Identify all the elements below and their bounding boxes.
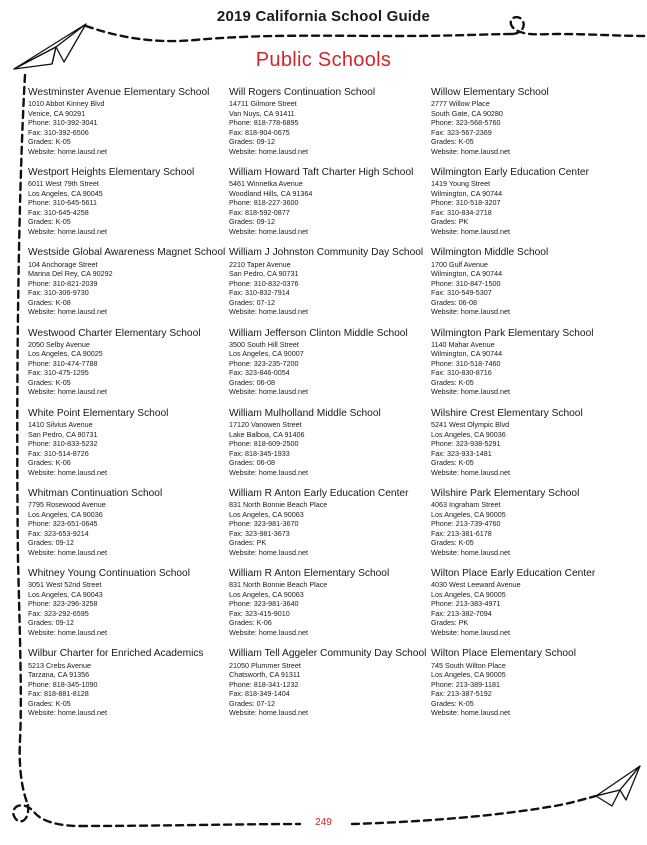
school-name: Wilmington Middle School bbox=[431, 247, 549, 259]
school-detail-line: Los Angeles, CA 90063 bbox=[229, 589, 304, 599]
school-detail-line: 4063 Ingraham Street bbox=[431, 500, 501, 510]
school-name: Will Rogers Continuation School bbox=[229, 87, 376, 98]
school-detail-line: Phone: 213-383-4971 bbox=[431, 599, 501, 609]
school-detail-line: Grades: 06-08 bbox=[229, 377, 275, 387]
school-detail-line: Phone: 323-981-3640 bbox=[229, 599, 299, 609]
school-detail-line: Website: home.lausd.net bbox=[229, 547, 308, 557]
school-entry bbox=[431, 648, 636, 717]
school-detail-line: Fax: 818-904-0675 bbox=[229, 127, 290, 137]
school-detail-line: Fax: 323-846-0054 bbox=[229, 368, 290, 378]
school-name: William Howard Taft Charter High School bbox=[229, 167, 414, 179]
school-detail-line: 2050 Selby Avenue bbox=[28, 339, 90, 349]
school-entry bbox=[229, 488, 427, 557]
school-detail-line: Phone: 818-778-6895 bbox=[229, 118, 299, 128]
school-detail-line: Los Angeles, CA 90036 bbox=[431, 429, 506, 439]
school-detail-line: Phone: 818-345-1090 bbox=[28, 679, 98, 689]
school-detail-line: Fax: 310-475-1295 bbox=[28, 368, 89, 378]
school-entry bbox=[431, 247, 636, 316]
school-detail-line: Los Angeles, CA 90043 bbox=[28, 589, 103, 599]
school-name: Wilton Place Early Education Center bbox=[431, 568, 596, 580]
school-detail-line: 1419 Young Street bbox=[431, 179, 491, 189]
school-name: Westwood Charter Elementary School bbox=[28, 327, 201, 339]
school-detail-line: Website: home.lausd.net bbox=[229, 146, 308, 156]
school-name: Westside Global Awareness Magnet School bbox=[28, 247, 226, 259]
school-detail-line: Website: home.lausd.net bbox=[229, 708, 308, 718]
school-entry bbox=[28, 648, 226, 717]
school-detail-line: Website: home.lausd.net bbox=[229, 467, 308, 477]
school-detail-line: Grades: K-05 bbox=[431, 377, 474, 387]
paper-plane-icon bbox=[596, 766, 640, 806]
school-detail-line: Website: home.lausd.net bbox=[431, 226, 510, 236]
school-detail-line: 5241 West Olympic Blvd bbox=[431, 420, 510, 430]
guide-title: 2019 California School Guide bbox=[216, 8, 431, 25]
school-detail-line: 1140 Mahar Avenue bbox=[431, 339, 495, 349]
school-column-2 bbox=[229, 87, 427, 729]
school-entry bbox=[28, 408, 226, 477]
school-name: Wilbur Charter for Enriched Academics bbox=[28, 648, 204, 660]
school-detail-line: Website: home.lausd.net bbox=[28, 627, 107, 637]
school-detail-line: Website: home.lausd.net bbox=[28, 467, 107, 477]
school-column-3 bbox=[431, 87, 636, 729]
school-entry bbox=[431, 568, 636, 637]
school-detail-line: Grades: 07-12 bbox=[229, 698, 275, 708]
school-entry bbox=[229, 247, 427, 316]
school-detail-line: 17120 Vanowen Street bbox=[229, 420, 302, 430]
school-detail-line: Fax: 310-306-9730 bbox=[28, 288, 89, 298]
school-detail-line: Fax: 310-549-5307 bbox=[431, 288, 492, 298]
school-name: White Point Elementary School bbox=[28, 407, 169, 419]
school-detail-line: Website: home.lausd.net bbox=[431, 467, 510, 477]
school-name: William R Anton Early Education Center bbox=[229, 488, 409, 500]
school-detail-line: Grades: K-06 bbox=[229, 618, 272, 628]
school-detail-line: Grades: 09-12 bbox=[28, 618, 74, 628]
school-detail-line: Phone: 310-821-2039 bbox=[28, 278, 98, 288]
school-detail-line: Los Angeles, CA 90045 bbox=[28, 188, 103, 198]
school-entry bbox=[229, 408, 427, 477]
school-name: William J Johnston Community Day School bbox=[229, 247, 424, 259]
school-detail-line: Grades: 09-12 bbox=[28, 538, 74, 548]
school-detail-line: Website: home.lausd.net bbox=[28, 307, 107, 317]
school-entry bbox=[431, 167, 636, 236]
school-detail-line: Website: home.lausd.net bbox=[28, 708, 107, 718]
school-detail-line: Phone: 310-645-5611 bbox=[28, 198, 98, 208]
school-detail-line: Website: home.lausd.net bbox=[229, 387, 308, 397]
school-detail-line: Grades: K-05 bbox=[431, 538, 474, 548]
school-entry bbox=[431, 328, 636, 397]
school-detail-line: 7795 Rosewood Avenue bbox=[28, 500, 106, 510]
school-detail-line: 4030 West Leeward Avenue bbox=[431, 580, 521, 590]
school-entry bbox=[229, 167, 427, 236]
school-detail-line: 14711 Gilmore Street bbox=[229, 99, 297, 109]
school-detail-line: 745 South Wilton Place bbox=[431, 660, 506, 670]
school-detail-line: Los Angeles, CA 90036 bbox=[28, 509, 103, 519]
school-detail-line: Phone: 323-235-7200 bbox=[229, 358, 299, 368]
school-name: Wilshire Park Elementary School bbox=[431, 488, 580, 500]
school-detail-line: Wilmington, CA 90744 bbox=[431, 269, 503, 279]
school-detail-line: Grades: K-06 bbox=[28, 458, 71, 468]
school-entry bbox=[229, 328, 427, 397]
school-detail-line: Grades: K-05 bbox=[431, 137, 474, 147]
school-detail-line: Website: home.lausd.net bbox=[431, 547, 510, 557]
school-detail-line: Fax: 213-381-6178 bbox=[431, 528, 492, 538]
school-detail-line: Los Angeles, CA 90063 bbox=[229, 509, 304, 519]
school-detail-line: South Gate, CA 90280 bbox=[431, 108, 503, 118]
school-name: William Jefferson Clinton Middle School bbox=[229, 327, 408, 339]
school-detail-line: 3500 South Hill Street bbox=[229, 339, 299, 349]
school-detail-line: Woodland Hills, CA 91364 bbox=[229, 188, 313, 198]
school-detail-line: Website: home.lausd.net bbox=[28, 547, 107, 557]
school-detail-line: 6011 West 79th Street bbox=[28, 179, 99, 189]
school-detail-line: Phone: 323-568-5760 bbox=[431, 118, 501, 128]
school-name: Wilmington Park Elementary School bbox=[431, 327, 594, 339]
school-detail-line: Phone: 310-518-7460 bbox=[431, 358, 501, 368]
school-entry bbox=[28, 328, 226, 397]
school-detail-line: Website: home.lausd.net bbox=[28, 226, 107, 236]
school-detail-line: 831 North Bonnie Beach Place bbox=[229, 500, 328, 510]
school-detail-line: Van Nuys, CA 91411 bbox=[229, 108, 295, 118]
school-detail-line: Fax: 818-345-1933 bbox=[229, 448, 290, 458]
school-entry bbox=[431, 87, 636, 156]
school-detail-line: Phone: 310-518-3207 bbox=[431, 198, 501, 208]
school-name: Willow Elementary School bbox=[431, 87, 549, 98]
school-detail-line: Los Angeles, CA 90005 bbox=[431, 509, 506, 519]
school-detail-line: Grades: PK bbox=[229, 538, 267, 548]
school-detail-line: Fax: 323-415-9010 bbox=[229, 608, 290, 618]
school-detail-line: 1410 Silvius Avenue bbox=[28, 420, 93, 430]
school-detail-line: Phone: 323-981-3670 bbox=[229, 519, 299, 529]
school-detail-line: Website: home.lausd.net bbox=[229, 226, 308, 236]
school-detail-line: Grades: PK bbox=[431, 618, 469, 628]
school-detail-line: Fax: 818-592-0877 bbox=[229, 207, 290, 217]
school-detail-line: 2777 Willow Place bbox=[431, 99, 490, 109]
school-entry bbox=[28, 87, 226, 156]
school-detail-line: Fax: 310-645-4258 bbox=[28, 207, 89, 217]
school-detail-line: 21050 Plummer Street bbox=[229, 660, 301, 670]
school-entry bbox=[229, 648, 427, 717]
school-name: William R Anton Elementary School bbox=[229, 568, 390, 580]
school-detail-line: Los Angeles, CA 90025 bbox=[28, 349, 103, 359]
school-name: Whitney Young Continuation School bbox=[28, 568, 190, 580]
school-detail-line: Website: home.lausd.net bbox=[28, 146, 107, 156]
school-detail-line: Phone: 310-847-1500 bbox=[431, 278, 501, 288]
school-detail-line: Venice, CA 90291 bbox=[28, 108, 86, 118]
school-detail-line: Grades: K-05 bbox=[28, 137, 71, 147]
left-dashed-trail bbox=[17, 75, 28, 805]
school-detail-line: Fax: 213-382-7094 bbox=[431, 608, 492, 618]
school-detail-line: Fax: 323-933-1481 bbox=[431, 448, 492, 458]
school-entry bbox=[431, 488, 636, 557]
school-detail-line: Phone: 818-227-3600 bbox=[229, 198, 299, 208]
school-detail-line: 831 North Bonnie Beach Place bbox=[229, 580, 328, 590]
school-detail-line: 5213 Crebs Avenue bbox=[28, 660, 92, 670]
school-entry bbox=[28, 247, 226, 316]
school-detail-line: Grades: 06-08 bbox=[229, 458, 275, 468]
school-detail-line: Tarzana, CA 91356 bbox=[28, 670, 90, 680]
school-name: Wilshire Crest Elementary School bbox=[431, 407, 583, 419]
school-detail-line: Phone: 310-392-3041 bbox=[28, 118, 98, 128]
school-detail-line: Fax: 310-832-7914 bbox=[229, 288, 290, 298]
school-detail-line: Fax: 310-834-2718 bbox=[431, 207, 492, 217]
school-detail-line: 2210 Taper Avenue bbox=[229, 259, 291, 269]
school-detail-line: Wilmington, CA 90744 bbox=[431, 349, 503, 359]
school-detail-line: Wilmington, CA 90744 bbox=[431, 188, 503, 198]
school-detail-line: Website: home.lausd.net bbox=[431, 708, 510, 718]
school-detail-line: 1010 Abbot Kinney Blvd bbox=[28, 99, 105, 109]
school-detail-line: Phone: 213-739-4760 bbox=[431, 519, 501, 529]
school-detail-line: Fax: 310-392-6506 bbox=[28, 127, 89, 137]
school-detail-line: Phone: 323-296-3258 bbox=[28, 599, 98, 609]
school-detail-line: Fax: 323-653-9214 bbox=[28, 528, 89, 538]
school-detail-line: 104 Anchorage Street bbox=[28, 259, 98, 269]
school-detail-line: Grades: K-08 bbox=[28, 297, 71, 307]
school-detail-line: Fax: 818-349-1404 bbox=[229, 689, 290, 699]
school-detail-line: 3051 West 52nd Street bbox=[28, 580, 102, 590]
school-detail-line: Fax: 323-981-3673 bbox=[229, 528, 290, 538]
school-column-1 bbox=[28, 87, 226, 729]
school-entry bbox=[28, 568, 226, 637]
school-detail-line: Grades: 09-12 bbox=[229, 217, 275, 227]
school-name: Wilton Place Elementary School bbox=[431, 648, 576, 660]
school-detail-line: Chatsworth, CA 91311 bbox=[229, 670, 301, 680]
school-detail-line: 5461 Winnetka Avenue bbox=[229, 179, 303, 189]
school-detail-line: Website: home.lausd.net bbox=[229, 627, 308, 637]
school-detail-line: Phone: 323-938-5291 bbox=[431, 439, 501, 449]
school-detail-line: Website: home.lausd.net bbox=[431, 307, 510, 317]
school-detail-line: Los Angeles, CA 90005 bbox=[431, 589, 506, 599]
school-entry bbox=[431, 408, 636, 477]
school-detail-line: Website: home.lausd.net bbox=[431, 627, 510, 637]
school-detail-line: Phone: 310-833-5232 bbox=[28, 439, 98, 449]
school-detail-line: Phone: 310-832-0376 bbox=[229, 278, 299, 288]
school-entry bbox=[229, 87, 427, 156]
school-detail-line: Phone: 818-609-2500 bbox=[229, 439, 299, 449]
school-entry bbox=[28, 167, 226, 236]
school-detail-line: Grades: K-05 bbox=[28, 698, 71, 708]
school-detail-line: Marina Del Rey, CA 90292 bbox=[28, 269, 113, 279]
school-detail-line: Website: home.lausd.net bbox=[431, 146, 510, 156]
top-dashed-trail bbox=[86, 26, 512, 41]
school-detail-line: Fax: 310-514-8726 bbox=[28, 448, 89, 458]
school-detail-line: Grades: PK bbox=[431, 217, 469, 227]
school-detail-line: Lake Balboa, CA 91406 bbox=[229, 429, 305, 439]
school-detail-line: Grades: K-05 bbox=[28, 217, 71, 227]
school-entry bbox=[28, 488, 226, 557]
school-name: Whitman Continuation School bbox=[28, 488, 163, 500]
school-detail-line: Website: home.lausd.net bbox=[28, 387, 107, 397]
school-detail-line: Phone: 818-341-1232 bbox=[229, 679, 299, 689]
school-detail-line: Fax: 310-830-8716 bbox=[431, 368, 492, 378]
school-entry bbox=[229, 568, 427, 637]
school-detail-line: San Pedro, CA 90731 bbox=[28, 429, 98, 439]
school-detail-line: 1700 Gulf Avenue bbox=[431, 259, 489, 269]
school-detail-line: Fax: 323-567-2369 bbox=[431, 127, 492, 137]
school-name: Westminster Avenue Elementary School bbox=[28, 87, 210, 98]
school-name: Wilmington Early Education Center bbox=[431, 167, 589, 179]
school-detail-line: Grades: K-05 bbox=[431, 698, 474, 708]
school-detail-line: Grades: K-05 bbox=[28, 377, 71, 387]
school-detail-line: Website: home.lausd.net bbox=[229, 307, 308, 317]
school-detail-line: Los Angeles, CA 90005 bbox=[431, 670, 506, 680]
school-name: Westport Heights Elementary School bbox=[28, 167, 195, 179]
school-detail-line: Phone: 310-474-7788 bbox=[28, 358, 98, 368]
school-name: William Tell Aggeler Community Day School bbox=[229, 648, 427, 660]
page-number: 249 bbox=[315, 817, 332, 828]
school-detail-line: Grades: 06-08 bbox=[431, 297, 477, 307]
school-detail-line: Fax: 213-387-5192 bbox=[431, 689, 492, 699]
school-detail-line: Grades: K-05 bbox=[431, 458, 474, 468]
school-detail-line: Phone: 213-389-1181 bbox=[431, 679, 501, 689]
school-detail-line: Fax: 323-292-6595 bbox=[28, 608, 89, 618]
school-detail-line: Phone: 323-651-0645 bbox=[28, 519, 98, 529]
school-detail-line: San Pedro, CA 90731 bbox=[229, 269, 299, 279]
school-detail-line: Grades: 07-12 bbox=[229, 297, 275, 307]
school-detail-line: Website: home.lausd.net bbox=[431, 387, 510, 397]
school-name: William Mulholland Middle School bbox=[229, 407, 381, 419]
section-title: Public Schools bbox=[255, 49, 392, 71]
school-detail-line: Fax: 818-881-8128 bbox=[28, 689, 89, 699]
school-detail-line: Los Angeles, CA 90007 bbox=[229, 349, 304, 359]
school-detail-line: Grades: 09-12 bbox=[229, 137, 275, 147]
